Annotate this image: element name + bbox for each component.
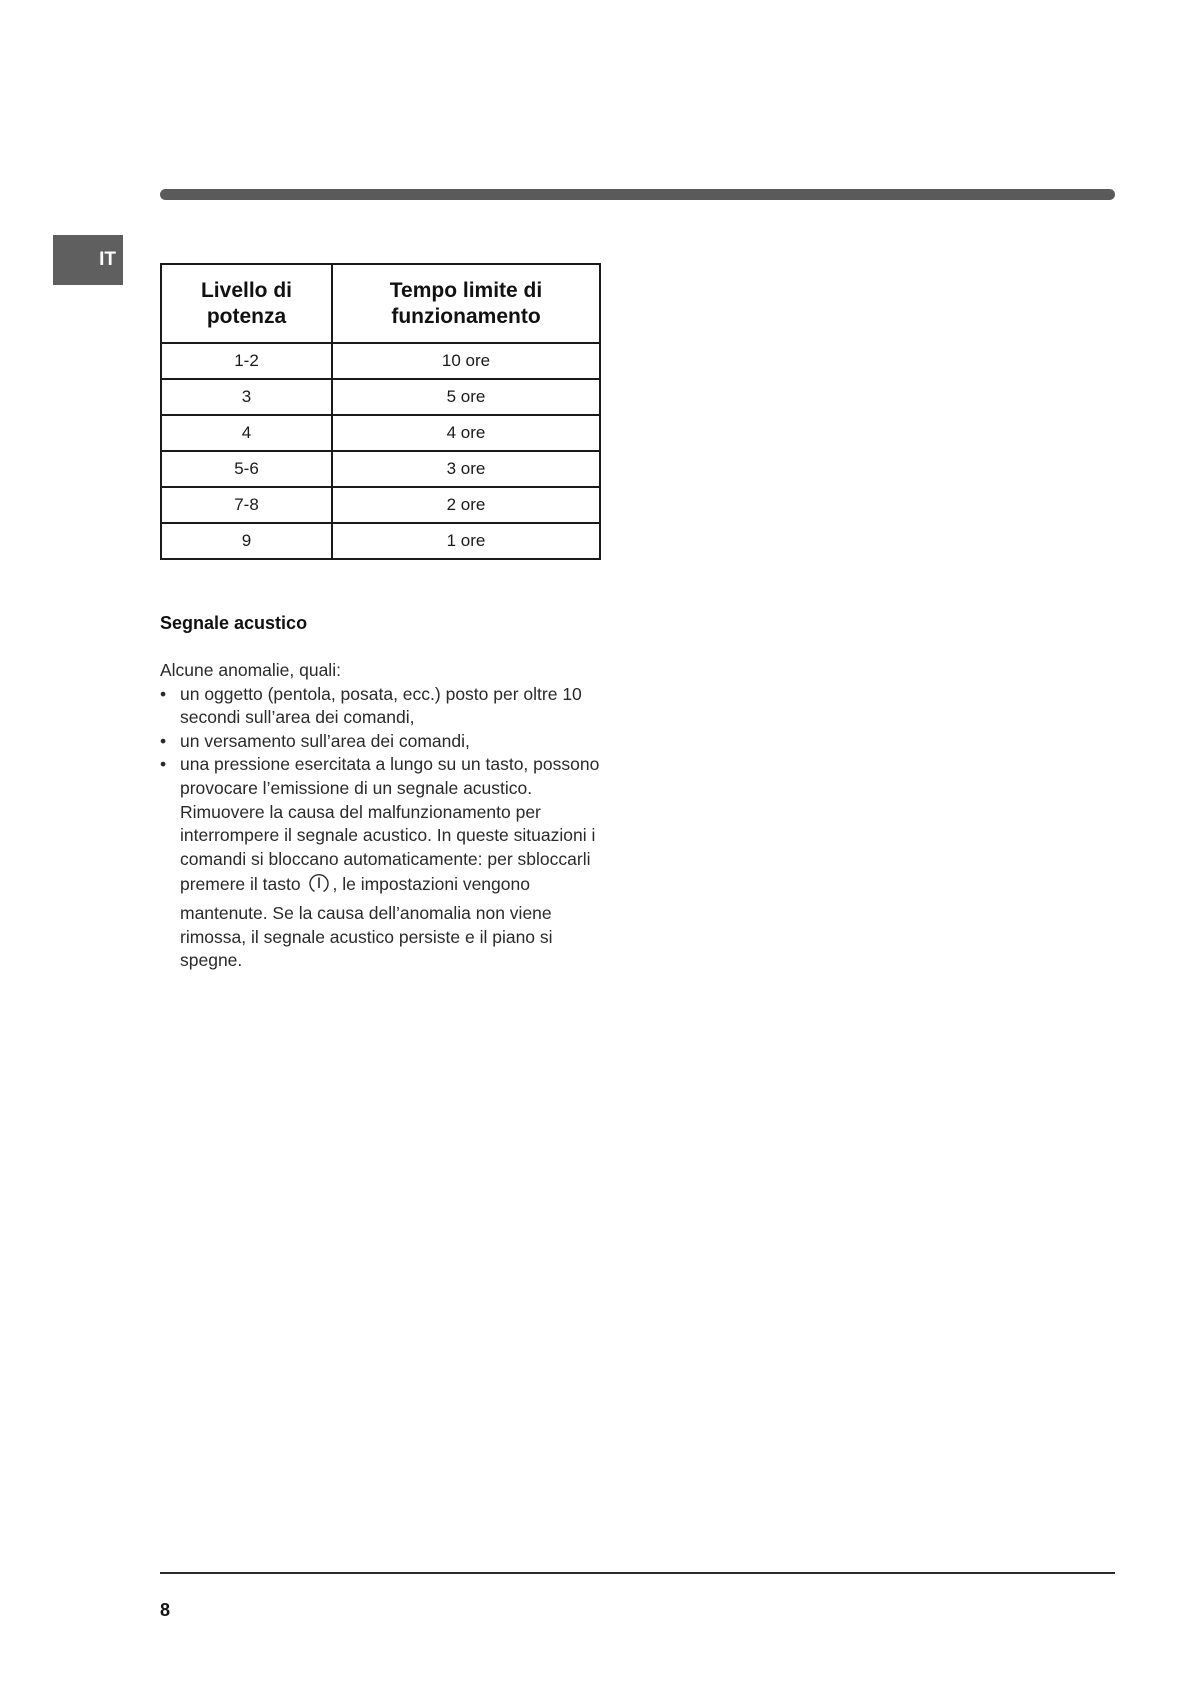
list-item-text: , le impostazioni vengono mantenute. Se la causa dell’anomalia non viene rimossa, il segnale acustico persiste e il piano si spegne. — [180, 874, 553, 971]
power-level-cell: 3 — [161, 379, 332, 415]
table-row — [161, 523, 600, 559]
section-body — [160, 659, 605, 973]
footer-rule — [160, 1572, 1115, 1574]
column-header-power-level — [161, 264, 332, 343]
header-text-line: Tempo limite di — [389, 278, 543, 302]
power-level-cell: 5-6 — [161, 451, 332, 487]
column-header-time-limit — [332, 264, 600, 343]
power-level-table — [160, 263, 601, 560]
language-tab: IT — [53, 235, 123, 285]
header-text-line: funzionamento — [391, 304, 541, 328]
section-title: Segnale acustico — [160, 613, 308, 633]
time-limit-cell: 4 ore — [332, 415, 600, 451]
intro-text: Alcune anomalie, quali: — [160, 660, 341, 680]
list-item-text: una pressione esercitata a lungo su un tasto, possono provocare l’emissione di un segnale acustico. Rimuovere la causa del malfunzionamento per interrompere il segnale acustico. In queste situazioni i comandi si bloccano automaticamente: per sbloccarli premere il tasto — [180, 754, 600, 895]
time-limit-cell: 5 ore — [332, 379, 600, 415]
table-row — [161, 415, 600, 451]
list-item: • un oggetto (pentola, posata, ecc.) posto per oltre 10 secondi sull’area dei comandi, — [160, 683, 605, 730]
power-level-cell: 7-8 — [161, 487, 332, 523]
power-level-cell: 1-2 — [161, 343, 332, 379]
header-rule — [160, 189, 1115, 200]
table-row — [161, 379, 600, 415]
header-text-line: potenza — [206, 304, 287, 328]
time-limit-cell: 3 ore — [332, 451, 600, 487]
key-lock-icon — [307, 871, 331, 902]
table-row — [161, 343, 600, 379]
list-item: • un versamento sull’area dei comandi, — [160, 730, 605, 754]
time-limit-cell: 2 ore — [332, 487, 600, 523]
list-item — [160, 753, 605, 972]
header-text-line: Livello di — [200, 278, 292, 302]
time-limit-cell: 10 ore — [332, 343, 600, 379]
page-number: 8 — [160, 1600, 171, 1620]
table-header-row — [161, 264, 600, 343]
table-row — [161, 451, 600, 487]
power-level-cell: 9 — [161, 523, 332, 559]
table-row — [161, 487, 600, 523]
power-level-cell: 4 — [161, 415, 332, 451]
anomaly-list — [160, 683, 605, 973]
time-limit-cell: 1 ore — [332, 523, 600, 559]
